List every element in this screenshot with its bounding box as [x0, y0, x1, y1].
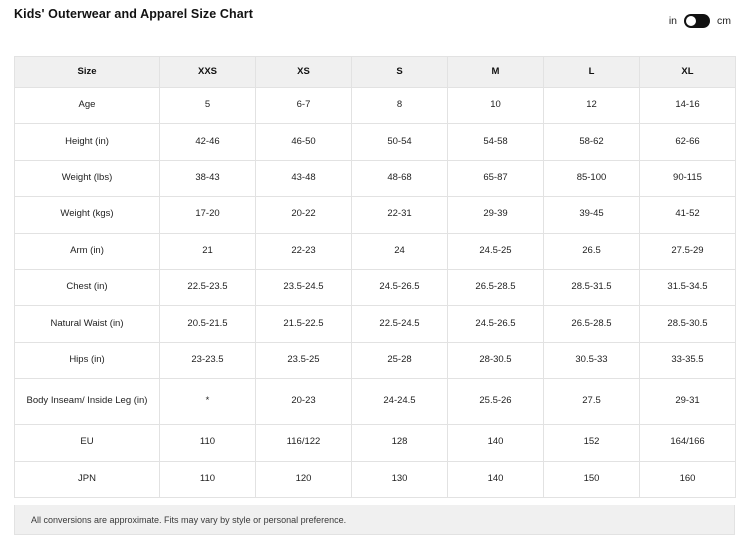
table-cell: 140: [448, 425, 544, 461]
table-cell: 21: [160, 233, 256, 269]
row-label: JPN: [15, 461, 160, 497]
table-cell: 150: [544, 461, 640, 497]
column-header-m: M: [448, 57, 544, 88]
size-chart-table: [14, 56, 736, 498]
table-cell: 20-23: [256, 379, 352, 425]
table-row: [15, 160, 736, 196]
table-cell: 128: [352, 425, 448, 461]
table-cell: 23.5-24.5: [256, 269, 352, 305]
table-cell: 23.5-25: [256, 342, 352, 378]
table-cell: 26.5-28.5: [544, 306, 640, 342]
table-cell: 12: [544, 88, 640, 124]
table-cell: 24-24.5: [352, 379, 448, 425]
unit-toggle-switch[interactable]: [684, 14, 710, 28]
table-cell: 26.5-28.5: [448, 269, 544, 305]
row-label: Body Inseam/ Inside Leg (in): [15, 379, 160, 425]
table-cell: 110: [160, 461, 256, 497]
table-cell: 58-62: [544, 124, 640, 160]
table-cell: 8: [352, 88, 448, 124]
table-cell: 46-50: [256, 124, 352, 160]
table-cell: 27.5-29: [640, 233, 736, 269]
table-cell: 140: [448, 461, 544, 497]
table-cell: 25.5-26: [448, 379, 544, 425]
table-cell: 26.5: [544, 233, 640, 269]
table-cell: 30.5-33: [544, 342, 640, 378]
table-row: [15, 379, 736, 425]
table-cell: 164/166: [640, 425, 736, 461]
row-label: Height (in): [15, 124, 160, 160]
table-cell: 23-23.5: [160, 342, 256, 378]
table-cell: 48-68: [352, 160, 448, 196]
table-cell: 31.5-34.5: [640, 269, 736, 305]
table-cell: 116/122: [256, 425, 352, 461]
table-cell: 22-31: [352, 197, 448, 233]
table-cell: 22-23: [256, 233, 352, 269]
table-cell: 54-58: [448, 124, 544, 160]
column-header-l: L: [544, 57, 640, 88]
table-cell: 160: [640, 461, 736, 497]
unit-toggle-group[interactable]: [669, 14, 731, 28]
table-cell: 42-46: [160, 124, 256, 160]
table-cell: 17-20: [160, 197, 256, 233]
table-cell: 29-31: [640, 379, 736, 425]
table-row: [15, 197, 736, 233]
table-cell: 29-39: [448, 197, 544, 233]
row-label: Weight (lbs): [15, 160, 160, 196]
table-cell: 39-45: [544, 197, 640, 233]
table-cell: 14-16: [640, 88, 736, 124]
table-cell: 43-48: [256, 160, 352, 196]
table-row: [15, 306, 736, 342]
table-cell: 28.5-31.5: [544, 269, 640, 305]
table-cell: *: [160, 379, 256, 425]
table-header-row: [15, 57, 736, 88]
table-cell: 24.5-25: [448, 233, 544, 269]
row-label: Arm (in): [15, 233, 160, 269]
column-header-xs: XS: [256, 57, 352, 88]
table-cell: 90-115: [640, 160, 736, 196]
table-row: [15, 124, 736, 160]
page-title: Kids' Outerwear and Apparel Size Chart: [14, 7, 254, 21]
table-row: [15, 461, 736, 497]
table-cell: 25-28: [352, 342, 448, 378]
table-cell: 110: [160, 425, 256, 461]
table-cell: 27.5: [544, 379, 640, 425]
table-row: [15, 233, 736, 269]
table-header: [15, 57, 736, 88]
table-cell: 24: [352, 233, 448, 269]
table-cell: 38-43: [160, 160, 256, 196]
table-cell: 28.5-30.5: [640, 306, 736, 342]
row-label: Age: [15, 88, 160, 124]
size-chart-table-wrapper: [14, 56, 735, 498]
table-cell: 24.5-26.5: [448, 306, 544, 342]
unit-label-inches[interactable]: in: [668, 14, 677, 27]
table-cell: 20-22: [256, 197, 352, 233]
table-cell: 10: [448, 88, 544, 124]
table-body: [15, 88, 736, 498]
row-label: Weight (kgs): [15, 197, 160, 233]
row-label: Chest (in): [15, 269, 160, 305]
table-cell: 28-30.5: [448, 342, 544, 378]
table-cell: 50-54: [352, 124, 448, 160]
column-header-xxs: XXS: [160, 57, 256, 88]
row-label: EU: [15, 425, 160, 461]
table-row: [15, 88, 736, 124]
unit-label-centimeters[interactable]: cm: [717, 14, 731, 27]
table-cell: 33-35.5: [640, 342, 736, 378]
column-header-s: S: [352, 57, 448, 88]
table-cell: 152: [544, 425, 640, 461]
table-row: [15, 425, 736, 461]
table-cell: 120: [256, 461, 352, 497]
table-cell: 130: [352, 461, 448, 497]
table-cell: 62-66: [640, 124, 736, 160]
table-cell: 85-100: [544, 160, 640, 196]
row-label: Hips (in): [15, 342, 160, 378]
table-cell: 65-87: [448, 160, 544, 196]
table-cell: 41-52: [640, 197, 736, 233]
unit-toggle-knob: [686, 16, 696, 26]
table-row: [15, 269, 736, 305]
table-row: [15, 342, 736, 378]
table-cell: 22.5-23.5: [160, 269, 256, 305]
table-cell: 20.5-21.5: [160, 306, 256, 342]
table-cell: 6-7: [256, 88, 352, 124]
table-cell: 24.5-26.5: [352, 269, 448, 305]
table-cell: 5: [160, 88, 256, 124]
row-label: Natural Waist (in): [15, 306, 160, 342]
column-header-xl: XL: [640, 57, 736, 88]
footnote: All conversions are approximate. Fits may vary by style or personal preference.: [14, 505, 735, 535]
table-cell: 22.5-24.5: [352, 306, 448, 342]
column-header-size: Size: [15, 57, 160, 88]
table-cell: 21.5-22.5: [256, 306, 352, 342]
